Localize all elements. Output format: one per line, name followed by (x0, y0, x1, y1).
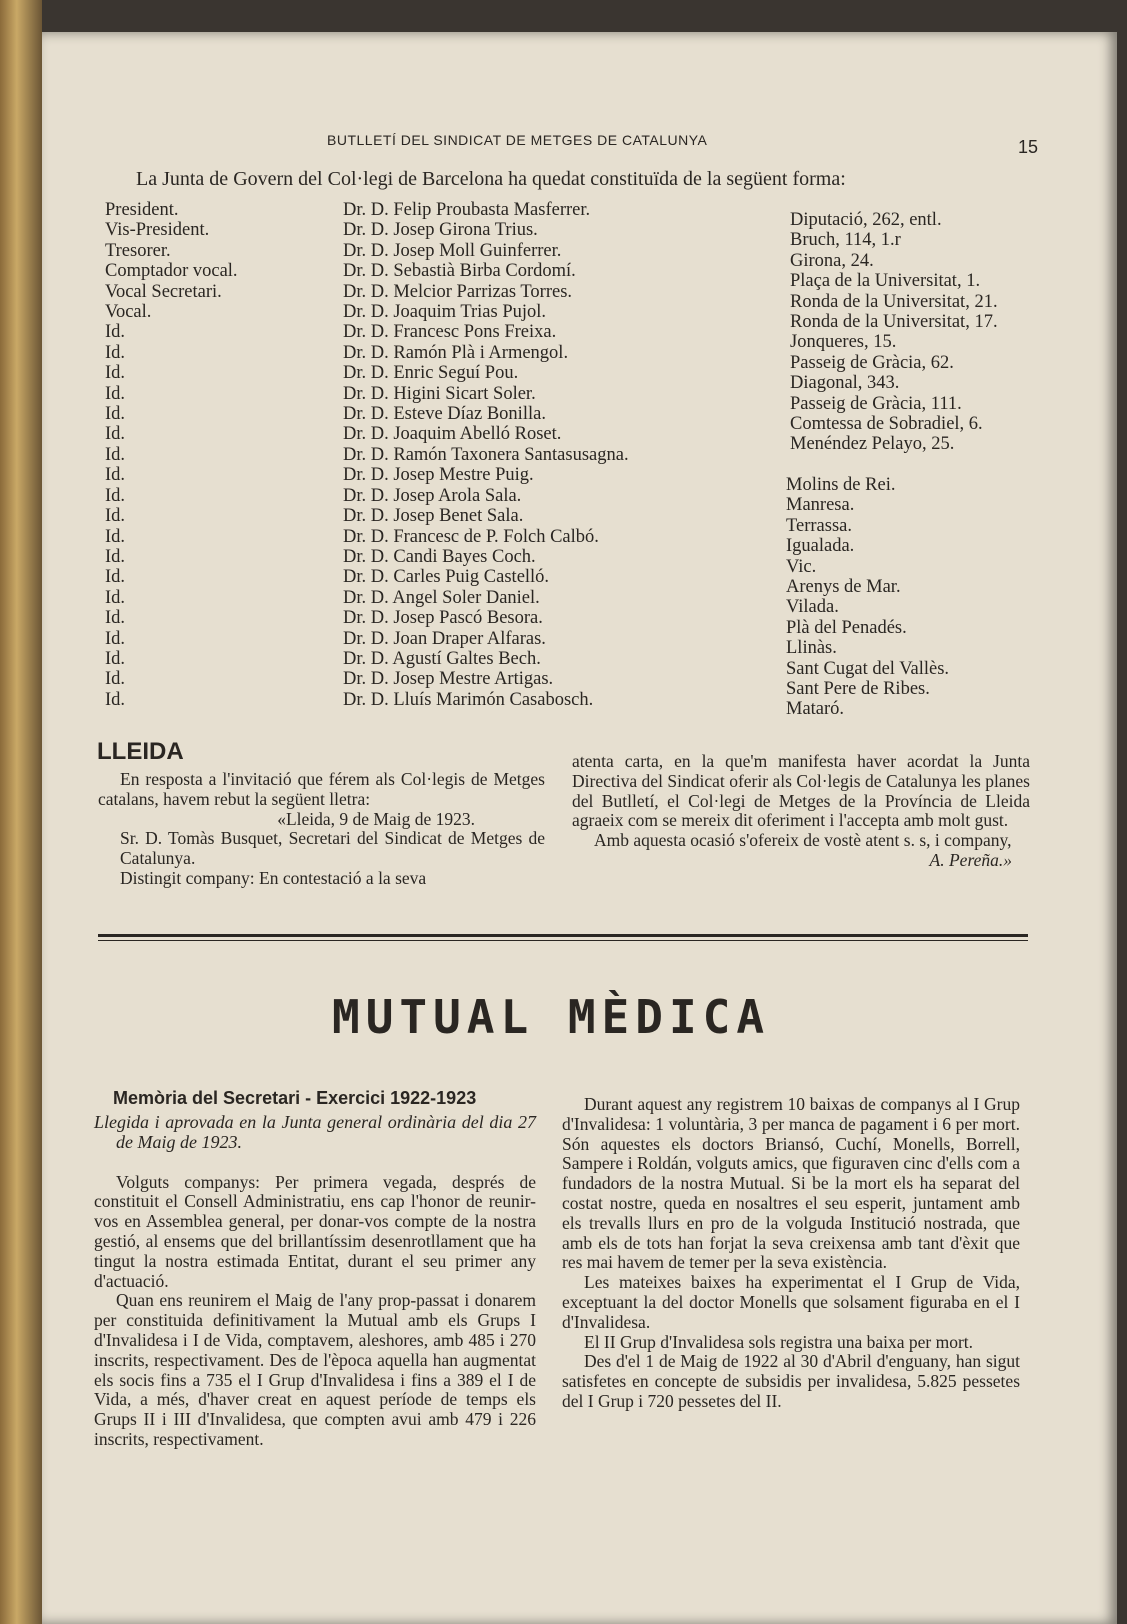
mutual-right-paragraph-4: Des d'el 1 de Maig de 1922 al 30 d'Abril d'enguany, han sigut satisfetes en concepte de subsidis per invalidesa, 5.825 pessetes del I Grup i 720 pessetes del II. (562, 1351, 1020, 1411)
mutual-title: MUTUAL MÈDICA (332, 990, 771, 1044)
junta-address: Menéndez Pelayo, 25. (790, 434, 955, 455)
junta-position: Vocal. (105, 302, 152, 323)
junta-member-name: Dr. D. Candi Bayes Coch. (343, 546, 536, 567)
junta-member-name: Dr. D. Enric Seguí Pou. (343, 363, 519, 384)
lleida-title: LLEIDA (97, 738, 184, 765)
junta-position: Id. (105, 485, 126, 506)
junta-member-name: Dr. D. Melcior Parrizas Torres. (343, 281, 573, 302)
lleida-right-column (572, 752, 1030, 871)
junta-member-name: Dr. D. Lluís Marimón Casabosch. (343, 689, 594, 710)
lleida-letter-body: atenta carta, en la que'm manifesta haver acordat la Junta Directiva del Sindicat oferir als Col·legis de Catalunya les planes del Butlletí, el Col·legi de Metges de la Província de Lleida agraeix com se mereix dit oferiment i l'accepta amb molt gust. (572, 751, 1030, 831)
junta-member-name: Dr. D. Ramón Plà i Armengol. (343, 342, 569, 363)
junta-member-name: Dr. D. Joaquim Abelló Roset. (343, 424, 562, 445)
lleida-greeting: Distingit company: En contestació a la seva (120, 867, 427, 888)
junta-address: Passeig de Gràcia, 111. (790, 393, 962, 414)
junta-position: Vocal Secretari. (105, 281, 222, 302)
junta-position: Id. (105, 383, 126, 404)
junta-position: Id. (105, 342, 126, 363)
junta-address: Jonqueres, 15. (790, 332, 897, 353)
mutual-subtitle: Memòria del Secretari - Exercici 1922-1923 (113, 1088, 477, 1108)
junta-town: Igualada. (786, 536, 855, 557)
junta-member-name: Dr. D. Ramón Taxonera Santasusagna. (343, 444, 629, 465)
junta-position: Id. (105, 506, 126, 527)
junta-address: Diagonal, 343. (790, 373, 900, 394)
book-spine (0, 0, 42, 1624)
junta-town: Arenys de Mar. (786, 577, 901, 598)
junta-position: Id. (105, 608, 126, 629)
junta-member-name: Dr. D. Josep Pascó Besora. (343, 608, 543, 629)
junta-town: Plà del Penadés. (786, 617, 907, 638)
junta-position: Id. (105, 648, 126, 669)
junta-position: Id. (105, 689, 126, 710)
junta-intro: La Junta de Govern del Col·legi de Barcelona ha quedat constituïda de la següent forma: (136, 168, 846, 190)
running-title: BUTLLETÍ DEL SINDICAT DE METGES DE CATALUNYA (327, 132, 708, 148)
junta-member-name: Dr. D. Francesc Pons Freixa. (343, 322, 557, 343)
junta-town: Llinàs. (786, 638, 837, 659)
mutual-left-paragraph-2: Quan ens reunirem el Maig de l'any prop-passat i donarem per constituida definitivament la Mutual amb els Grups I d'Invalidesa i I de Vida, comptavem, aleshores, amb 485 i 270 inscrits, respectivament. Des de l'època aquella han augmentat els socis fins a 735 el I Grup d'Invalidesa i fins a 389 el I de Vida, a més, d'haver creat en aquest període de temps els Grups II i III d'Invalidesa, que compten avui amb 479 i 226 inscrits, respectivament. (94, 1290, 536, 1449)
junta-address: Plaça de la Universitat, 1. (790, 271, 981, 292)
junta-member-name: Dr. D. Josep Mestre Artigas. (343, 669, 554, 690)
junta-member-name: Dr. D. Higini Sicart Soler. (343, 383, 536, 404)
junta-town: Vic. (786, 556, 817, 577)
junta-town: Terrassa. (786, 515, 852, 536)
lleida-letter-date: «Lleida, 9 de Maig de 1923. (277, 808, 475, 829)
junta-position: Id. (105, 322, 126, 343)
junta-address: Ronda de la Universitat, 17. (790, 312, 998, 333)
junta-positions (105, 200, 238, 710)
page-number: 15 (1018, 137, 1039, 157)
junta-names (343, 200, 629, 710)
junta-member-name: Dr. D. Esteve Díaz Bonilla. (343, 404, 546, 425)
mutual-right-column (562, 1095, 1020, 1412)
junta-member-name: Dr. D. Agustí Galtes Bech. (343, 648, 541, 669)
junta-addresses (790, 210, 998, 455)
junta-address: Bruch, 114, 1.r (790, 230, 901, 251)
junta-position: Id. (105, 628, 126, 649)
junta-position: Id. (105, 587, 126, 608)
junta-member-name: Dr. D. Sebastià Birba Cordomí. (343, 261, 576, 282)
junta-member-name: Dr. D. Josep Arola Sala. (343, 485, 522, 506)
junta-address: Diputació, 262, entl. (790, 210, 942, 230)
junta-address: Girona, 24. (790, 250, 874, 271)
mutual-right-paragraph-2: Les mateixes baixes ha experimentat el I Grup de Vida, exceptuant la del doctor Monells que solsament figuraba en el I d'Invalidesa. (562, 1272, 1020, 1332)
junta-position: President. (105, 200, 179, 220)
junta-member-name: Dr. D. Josep Mestre Puig. (343, 465, 534, 486)
junta-position: Id. (105, 424, 126, 445)
mutual-left-paragraph-1: Volguts companys: Per primera vegada, després de constituit el Consell Administratiu, ens cap l'honor de reunir-vos en Assemblea general, per donar-vos compte de la nostra gestió, al ensems que del brillantíssim desenrotllament que ha tingut la nostra estimada Entitat, durant el seu primer any d'actuació. (94, 1171, 536, 1291)
junta-position: Id. (105, 546, 126, 567)
lleida-paragraph: En resposta a l'invitació que férem als Col·legis de Metges catalans, havem rebut la següent lletra: (98, 769, 545, 809)
mutual-right-paragraph-3: El II Grup d'Invalidesa sols registra una baixa per mort. (584, 1331, 974, 1352)
junta-position: Id. (105, 567, 126, 588)
junta-position: Tresorer. (105, 240, 171, 261)
mutual-read-note: Llegida i aprovada en la Junta general ordinària del dia 27 de Maig de 1923. (94, 1112, 536, 1152)
junta-towns (786, 475, 949, 720)
junta-member-name: Dr. D. Carles Puig Castelló. (343, 567, 550, 588)
junta-member-name: Dr. D. Angel Soler Daniel. (343, 587, 540, 608)
lleida-letter-closing: Amb aquesta ocasió s'ofereix de vostè atent s. s, i company, (594, 830, 1012, 851)
junta-position: Id. (105, 669, 126, 690)
junta-address: Comtessa de Sobradiel, 6. (790, 414, 983, 435)
junta-town: Mataró. (786, 699, 845, 720)
junta-member-name: Dr. D. Felip Proubasta Masferrer. (343, 200, 591, 220)
junta-town: Molins de Rei. (786, 475, 896, 495)
lleida-signature: A. Pereña.» (929, 849, 1012, 870)
junta-position: Id. (105, 444, 126, 465)
junta-town: Sant Cugat del Vallès. (786, 658, 950, 679)
section-divider (98, 934, 1028, 941)
junta-position: Id. (105, 363, 126, 384)
junta-member-name: Dr. D. Josep Girona Trius. (343, 220, 538, 241)
junta-position: Vis-President. (105, 220, 210, 241)
mutual-left-column (94, 1113, 536, 1450)
junta-town: Vilada. (786, 597, 839, 618)
junta-member-name: Dr. D. Joaquim Trias Pujol. (343, 302, 547, 323)
junta-address: Passeig de Gràcia, 62. (790, 352, 954, 373)
junta-town: Manresa. (786, 495, 855, 516)
junta-member-name: Dr. D. Francesc de P. Folch Calbó. (343, 526, 599, 547)
junta-address: Ronda de la Universitat, 21. (790, 291, 998, 312)
junta-member-name: Dr. D. Josep Benet Sala. (343, 506, 524, 527)
junta-position: Comptador vocal. (105, 261, 238, 282)
junta-member-name: Dr. D. Josep Moll Guinferrer. (343, 240, 562, 261)
lleida-left-column (98, 770, 545, 889)
junta-position: Id. (105, 526, 126, 547)
junta-member-name: Dr. D. Joan Draper Alfaras. (343, 628, 546, 649)
junta-position: Id. (105, 404, 126, 425)
lleida-addressee: Sr. D. Tomàs Busquet, Secretari del Sindicat de Metges de Catalunya. (120, 828, 545, 869)
junta-position: Id. (105, 465, 126, 486)
junta-town: Sant Pere de Ribes. (786, 679, 930, 700)
mutual-right-paragraph-1: Durant aquest any registrem 10 baixas de companys al I Grup d'Invalidesa: 1 voluntària, 3 per manca de pagament i 6 per mort. Són aquestes els doctors Briansó, Cuchí, Monells, Borrell, Sampere i Roldán, volguts amics, que figuraven cinc d'ells com a fundadors de la nostra Mutual. Si be la mort els ha separat del costat nostre, queda en nosaltres el seu esperit, juntament amb els trevalls llurs en pro de la volguda Institució nostrada, que amb els de tots han forjat la seva creixensa amb tant d'èxit que res mai havem de temer per la seva existència. (562, 1094, 1020, 1273)
